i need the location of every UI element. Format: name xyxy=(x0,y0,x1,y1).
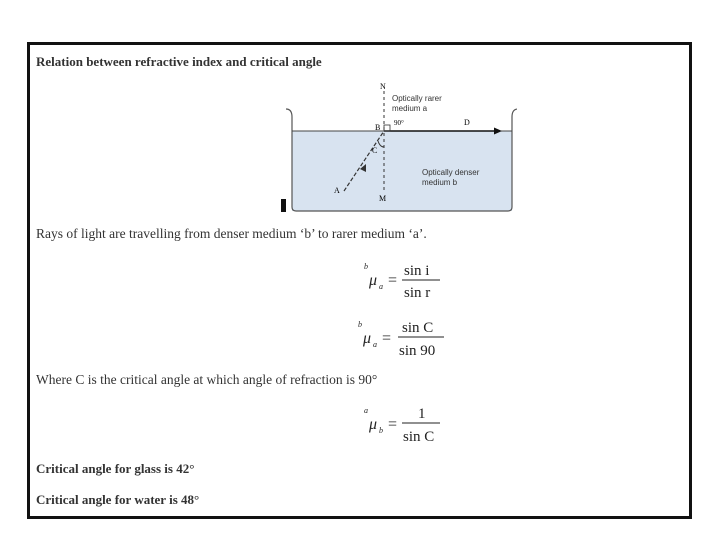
eq1-equals: = xyxy=(388,272,398,289)
eq3-mu: μ xyxy=(369,416,378,433)
eq3-sub: b xyxy=(379,426,383,435)
equation-1 xyxy=(360,257,450,308)
equation-2 xyxy=(354,315,454,366)
eq3-equals: = xyxy=(388,416,398,433)
glass-critical-angle: Critical angle for glass is 42° xyxy=(36,461,195,476)
eq2-equals: = xyxy=(382,330,392,347)
content-frame xyxy=(27,42,692,519)
label-denser-1: Optically denser xyxy=(422,168,480,177)
eq3-denominator: sin C xyxy=(403,429,435,445)
label-denser-2: medium b xyxy=(422,178,458,187)
water-critical-angle: Critical angle for water is 48° xyxy=(36,492,200,507)
rays-description: Rays of light are travelling from denser medium ‘b’ to rarer medium ‘a’. xyxy=(36,226,427,241)
label-a: A xyxy=(334,186,340,195)
label-90: 90° xyxy=(394,119,404,127)
equation-3 xyxy=(360,401,450,452)
label-m: M xyxy=(379,194,387,203)
label-b: B xyxy=(375,123,381,132)
eq2-numerator: sin C xyxy=(402,320,434,336)
eq2-sup: b xyxy=(358,320,362,329)
eq2-mu: μ xyxy=(363,330,372,347)
label-n: N xyxy=(380,82,386,91)
eq3-sup: a xyxy=(364,406,368,415)
cursor-marker xyxy=(281,199,286,212)
label-c: C xyxy=(372,146,378,155)
eq1-denominator: sin r xyxy=(404,285,431,301)
eq3-numerator: 1 xyxy=(418,406,426,422)
label-d: D xyxy=(464,118,470,127)
right-angle-mark xyxy=(384,125,390,131)
eq1-sub: a xyxy=(379,282,383,291)
refraction-diagram xyxy=(282,79,517,219)
label-rarer-1: Optically rarer xyxy=(392,94,442,103)
eq2-sub: a xyxy=(373,340,377,349)
eq1-numerator: sin i xyxy=(404,263,430,279)
eq2-denominator: sin 90 xyxy=(399,343,436,359)
critical-angle-definition: Where C is the critical angle at which angle of refraction is 90° xyxy=(36,372,378,387)
page-title: Relation between refractive index and critical angle xyxy=(36,54,322,69)
label-rarer-2: medium a xyxy=(392,104,428,113)
eq1-sup: b xyxy=(364,262,368,271)
eq1-mu: μ xyxy=(369,272,378,289)
